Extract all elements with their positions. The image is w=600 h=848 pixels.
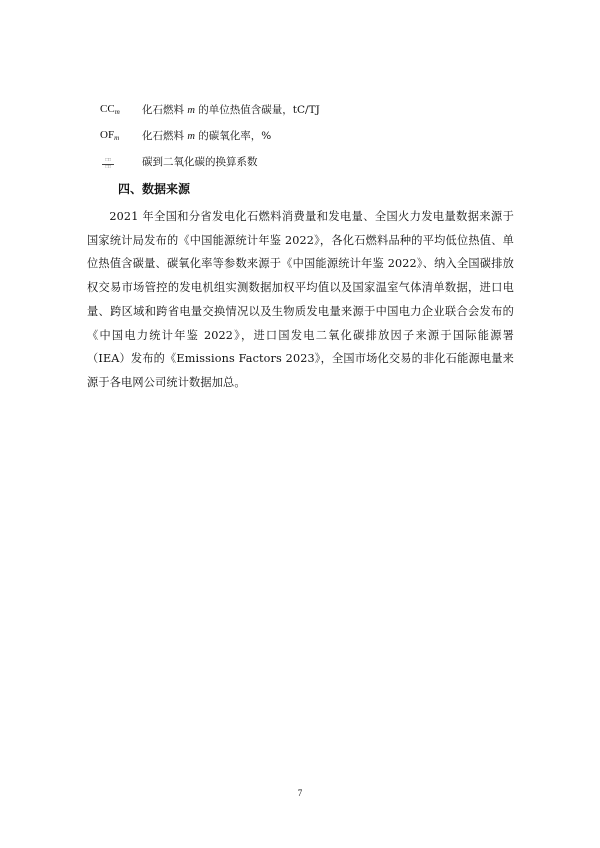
variable-definitions — [100, 96, 540, 174]
symbol-cc: $CC_m$ — [100, 102, 120, 116]
definition-conversion — [100, 148, 540, 174]
body-paragraph: 2021 年全国和分省发电化石燃料消费量和发电量、全国火力发电量数据来源于国家统计局发布的《中国能源统计年鉴 2022》，各化石燃料品种的平均低位热值、单位热值含碳量、碳氧化率等参数来源于《中国能源统计年鉴 2022》、纳入全国碳排放权交易市场管控的发电机组实测数据加权平均值以及国家温室气体清单数据，进口电量、跨区域和跨省电量交换情况以及生物质发电量来源于中国电力企业联合会发布的《中国电力统计年鉴 2022》，进口国发电二氧化碳排放因子来源于国际能源署（IEA）发布的《Emissions Factors 2023》，全国市场化交易的非化石能源电量来源于各电网公司统计数据加总。 — [87, 210, 514, 389]
definition-text: 化石燃料 m 的碳氧化率，% — [142, 129, 272, 142]
definition-cc — [100, 96, 540, 122]
page-number: 7 — [297, 788, 303, 798]
definition-text: 碳到二氧化碳的换算系数 — [142, 155, 258, 168]
section-heading: 四、数据来源 — [118, 182, 191, 196]
symbol-of: $OF_m$ — [100, 128, 120, 142]
fraction-symbol: $\frac{□□}{□□}$ — [102, 158, 114, 170]
symbol-fraction — [100, 152, 142, 170]
definition-of — [100, 122, 540, 148]
definition-text: 化石燃料 m 的单位热值含碳量，tC/TJ — [142, 103, 320, 116]
